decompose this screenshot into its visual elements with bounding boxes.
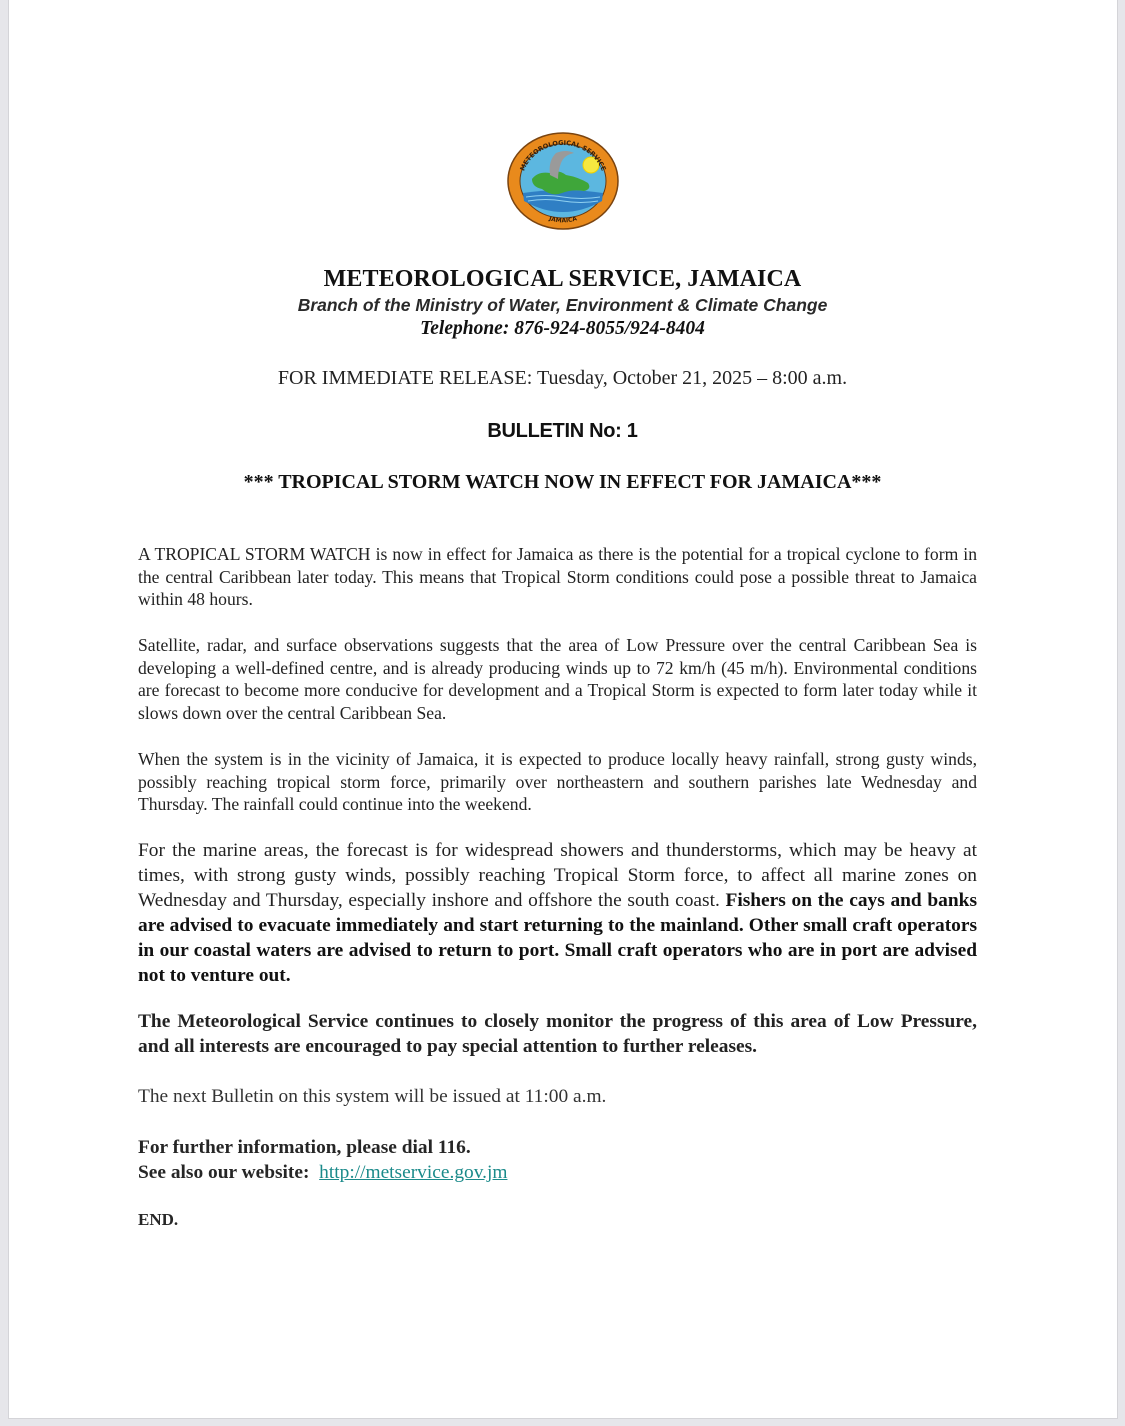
paragraph-observations: Satellite, radar, and surface observations suggests that the area of Low Pressure over the central Caribbean Sea is developing a well-defined centre, and is already producing winds up to 72 km/h (45 m/h). Environmental conditions are forecast to become more conducive for development and a Tropical Storm is expected to form later today while it slows down over the central Caribbean Sea. [138,635,977,723]
paragraph-watch-notice: A TROPICAL STORM WATCH is now in effect for Jamaica as there is the potential for a tropical cyclone to form in the central Caribbean later today. This means that Tropical Storm conditions could pose a possible threat to Jamaica within 48 hours. [138,544,977,609]
website-line [138,1160,977,1185]
marine-forecast-text: For the marine areas, the forecast is for widespread showers and thunderstorms, which may be heavy at times, with strong gusty winds, possibly reaching Tropical Storm force, to affect all marine zones on Wednesday and Thursday, especially inshore and offshore the south coast. [138,840,977,911]
met-service-emblem-icon [506,131,620,231]
dial-info-line: For further information, please dial 116. [138,1137,471,1158]
telephone-line: Telephone: 876-924-8055/924-8404 [420,318,705,339]
end-marker: END. [138,1210,179,1229]
svg-text:JAMAICA: JAMAICA [548,215,578,225]
bulletin-headline: *** TROPICAL STORM WATCH NOW IN EFFECT FOR JAMAICA*** [243,471,882,493]
svg-text:METEOROLOGICAL SERVICE: METEOROLOGICAL SERVICE [518,138,608,173]
paragraph-rainfall-impact: When the system is in the vicinity of Jamaica, it is expected to produce locally heavy rainfall, strong gusty winds, possibly reaching tropical storm force, primarily over northeastern and southern parishes late Wednesday and Thursday. The rainfall could continue into the weekend. [138,749,977,814]
website-link[interactable]: http://metservice.gov.jm [319,1162,508,1183]
fishers-warning-text: Fishers on the cays and banks are advised to evacuate immediately and start returning to the mainland. Other small craft operators in our coastal waters are advised to return to port. Small craft operators who are in port are advised not to venture out. [138,890,977,986]
organization-name: METEOROLOGICAL SERVICE, JAMAICA [323,266,802,292]
paragraph-next-bulletin: The next Bulletin on this system will be issued at 11:00 a.m. [138,1086,607,1107]
meteorological-service-logo [506,131,620,231]
paragraph-marine-advisory [138,838,977,988]
paragraph-monitoring-statement: The Meteorological Service continues to closely monitor the progress of this area of Low Pressure, and all interests are encouraged to pay special attention to further releases. [138,1011,977,1057]
contact-block [138,1135,977,1185]
release-date-line: FOR IMMEDIATE RELEASE: Tuesday, October 21, 2025 – 8:00 a.m. [277,367,848,389]
bulletin-number: BULLETIN No: 1 [487,420,638,442]
website-label: See also our website: [138,1162,320,1183]
ministry-branch-line: Branch of the Ministry of Water, Environment & Climate Change [297,295,828,315]
